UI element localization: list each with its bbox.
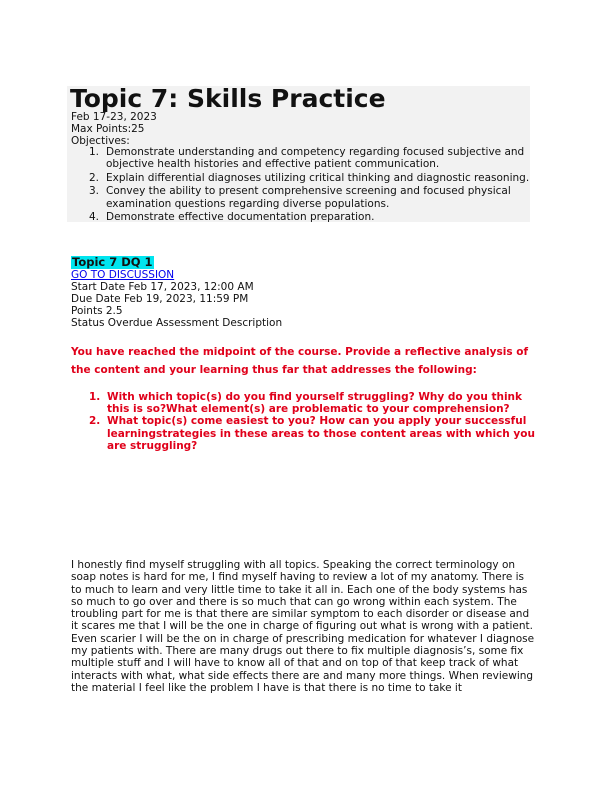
objective-text: Convey the ability to present comprehensive screening and focused physical examination questions regarding diverse populations. xyxy=(106,185,511,210)
question-text: What topic(s) come easiest to you? How can you apply your successful learningstrategies in these areas to those content areas with which you are struggling? xyxy=(107,415,535,452)
go-to-discussion-link[interactable]: GO TO DISCUSSION xyxy=(71,269,175,281)
objectives-label: Objectives: xyxy=(71,135,130,147)
objectives-list xyxy=(71,146,531,225)
question-number: 1. xyxy=(89,391,101,403)
dq-status: Status Overdue Assessment Description xyxy=(71,317,283,329)
objective-item xyxy=(71,146,531,170)
dq-start-date: Start Date Feb 17, 2023, 12:00 AM xyxy=(71,281,254,293)
topic-max-points: Max Points:25 xyxy=(71,123,145,135)
objective-number: 3. xyxy=(89,185,100,198)
dq-due-date: Due Date Feb 19, 2023, 11:59 PM xyxy=(71,293,249,305)
question-item xyxy=(71,391,541,415)
objective-item xyxy=(71,211,531,223)
objective-number: 1. xyxy=(89,146,100,158)
objective-text: Explain differential diagnoses utilizing critical thinking and diagnostic reasoning. xyxy=(106,171,530,184)
objective-text: Demonstrate effective documentation preparation. xyxy=(106,211,375,224)
page-title: Topic 7: Skills Practice xyxy=(70,84,386,113)
dq-title: Topic 7 DQ 1 xyxy=(72,255,153,269)
objective-number: 4. xyxy=(89,211,100,224)
dq-points: Points 2.5 xyxy=(71,305,123,317)
objective-item xyxy=(71,185,531,209)
topic-dates: Feb 17-23, 2023 xyxy=(71,111,157,123)
objective-text: Demonstrate understanding and competency regarding focused subjective and objective health histories and effective patient communication. xyxy=(106,146,525,171)
question-item xyxy=(71,415,541,452)
prompt-questions xyxy=(71,391,541,452)
question-text: With which topic(s) do you find yourself struggling? Why do you think this is so?What element(s) are problematic to your comprehension? xyxy=(107,391,523,416)
objective-item xyxy=(71,172,531,184)
question-number: 2. xyxy=(89,415,101,428)
assignment-prompt: You have reached the midpoint of the course. Provide a reflective analysis of the content and your learning thus far that addresses the following: xyxy=(71,346,529,376)
response-text: I honestly find myself struggling with all topics. Speaking the correct terminology on soap notes is hard for me, I find myself having to review a lot of my anatomy. There is to much to learn and very little time to take it all in. Each one of the body systems has so much to go over and there is so much that can go wrong within each system. The troubling part for me is that there are similar symptom to each disorder or disease and it scares me that I will be the one in charge of figuring out what is wrong with a patient. Even scarier I will be the on in charge of prescribing medication for whatever I diagnose my patients with. There are many drugs out there to fix multiple diagnosis’s, some fix multiple stuff and I will have to know all of that and on top of that keep track of what interacts with what, what side effects there are and many more things. When reviewing the material I feel like the problem I have is that there is no time to take it xyxy=(71,559,535,694)
objective-number: 2. xyxy=(89,171,100,184)
